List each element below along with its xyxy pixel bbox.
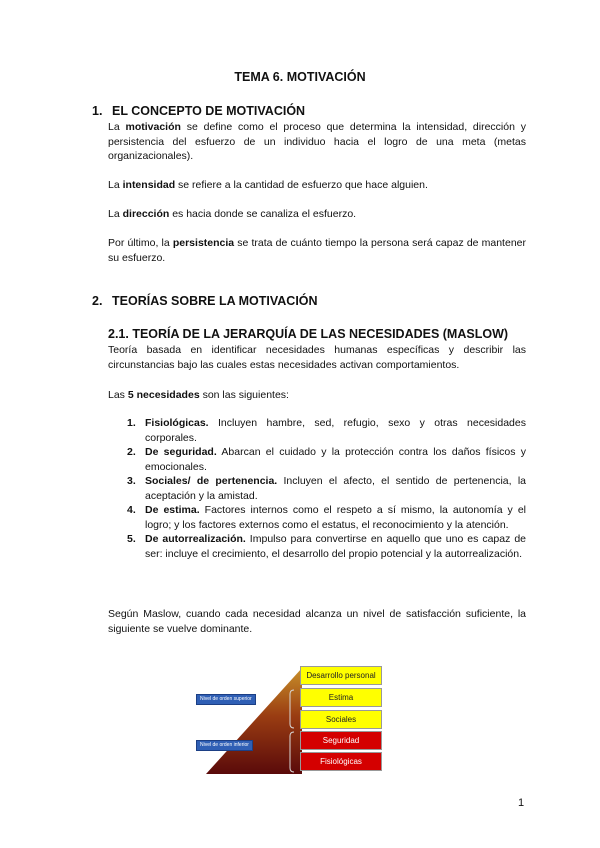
list-item: [127, 532, 526, 561]
text: se trata de cuánto tiempo la persona será capaz de mantener su esfuerzo.: [108, 237, 526, 264]
item-text: Incluyen hambre, sed, refugio, sexo y otras necesidades corporales.: [145, 417, 526, 444]
paragraph-conclusion: Según Maslow, cuando cada necesidad alcanza un nivel de satisfacción suficiente, la siguiente se vuelve dominante.: [108, 608, 526, 635]
item-number: 5.: [127, 533, 136, 545]
subsection-heading: 2.1. TEORÍA DE LA JERARQUÍA DE LAS NECESIDADES (MASLOW): [108, 327, 509, 341]
pyramid-level-seguridad: Seguridad: [300, 731, 382, 750]
paragraph-persistencia: [108, 236, 526, 265]
section-2-title: TEORÍAS SOBRE LA MOTIVACIÓN: [112, 294, 318, 308]
paragraph-direccion: [108, 207, 526, 222]
text: La: [108, 121, 126, 133]
text: Las: [108, 389, 128, 401]
pyramid-level-estima: Estima: [300, 688, 382, 707]
text: se define como el proceso que determina la intensidad, dirección y persistencia del esfuerzo de un individuo hacia el logro de una meta (metas organizacionales).: [108, 121, 526, 162]
needs-list: [127, 416, 526, 561]
bold-term: motivación: [125, 121, 181, 133]
maslow-pyramid: [190, 664, 390, 778]
paragraph-motivacion: [108, 120, 526, 164]
item-text: Abarcan el cuidado y la protección contra los daños físicos y emocionales.: [145, 446, 526, 473]
item-text: Incluyen el afecto, el sentido de pertenencia, la aceptación y la amistad.: [145, 475, 526, 502]
text: son las siguientes:: [199, 389, 289, 401]
item-title: De estima.: [145, 504, 200, 516]
bold-term: intensidad: [122, 179, 176, 191]
text: La: [108, 179, 123, 191]
item-number: 1.: [127, 417, 136, 429]
item-title: De seguridad.: [145, 446, 217, 458]
section-2-heading: [92, 294, 318, 308]
section-1-title: EL CONCEPTO DE MOTIVACIÓN: [112, 104, 306, 118]
page-number: 1: [518, 797, 525, 809]
section-1-heading: [92, 104, 305, 118]
item-number: 4.: [127, 504, 136, 516]
paragraph-needs-intro: [108, 388, 526, 403]
paragraph-teoria-intro: Teoría basada en identificar necesidades humanas específicas y describir las circunstancias bajo las cuales estas necesidades activan comportamientos.: [108, 344, 526, 371]
text: es hacia donde se canaliza el esfuerzo.: [169, 208, 357, 220]
lower-order-tag: Nivel de orden inferior: [196, 740, 253, 751]
item-text: Factores internos como el respeto a sí mismo, la autonomía y el logro; y los factores externos como el estatus, el reconocimiento y la atención.: [145, 504, 526, 531]
text: se refiere a la cantidad de esfuerzo que hace alguien.: [175, 179, 428, 191]
item-text: Impulso para convertirse en aquello que uno es capaz de ser: incluye el crecimiento, el desarrollo del propio potencial y la autorrealización.: [145, 533, 526, 560]
list-item: [127, 474, 526, 503]
pyramid-level-sociales: Sociales: [300, 710, 382, 729]
bold-term: dirección: [122, 208, 170, 220]
bold-term: 5 necesidades: [127, 389, 200, 401]
list-item: [127, 416, 526, 445]
item-title: De autorrealización.: [145, 533, 246, 545]
item-number: 3.: [127, 475, 136, 487]
item-number: 2.: [127, 446, 136, 458]
section-2-number: 2.: [92, 294, 103, 308]
item-title: Sociales/ de pertenencia.: [145, 475, 278, 487]
paragraph-intensidad: [108, 178, 526, 193]
text: Por último, la: [108, 237, 173, 249]
upper-order-tag: Nivel de orden superior: [196, 694, 256, 705]
item-title: Fisiológicas.: [145, 417, 209, 429]
bold-term: persistencia: [172, 237, 235, 249]
list-item: [127, 503, 526, 532]
list-item: [127, 445, 526, 474]
document-title: TEMA 6. MOTIVACIÓN: [234, 70, 366, 84]
section-1-number: 1.: [92, 104, 103, 118]
text: La: [108, 208, 123, 220]
pyramid-level-desarrollo: Desarrollo personal: [300, 666, 382, 685]
pyramid-level-fisiologicas: Fisiológicas: [300, 752, 382, 771]
